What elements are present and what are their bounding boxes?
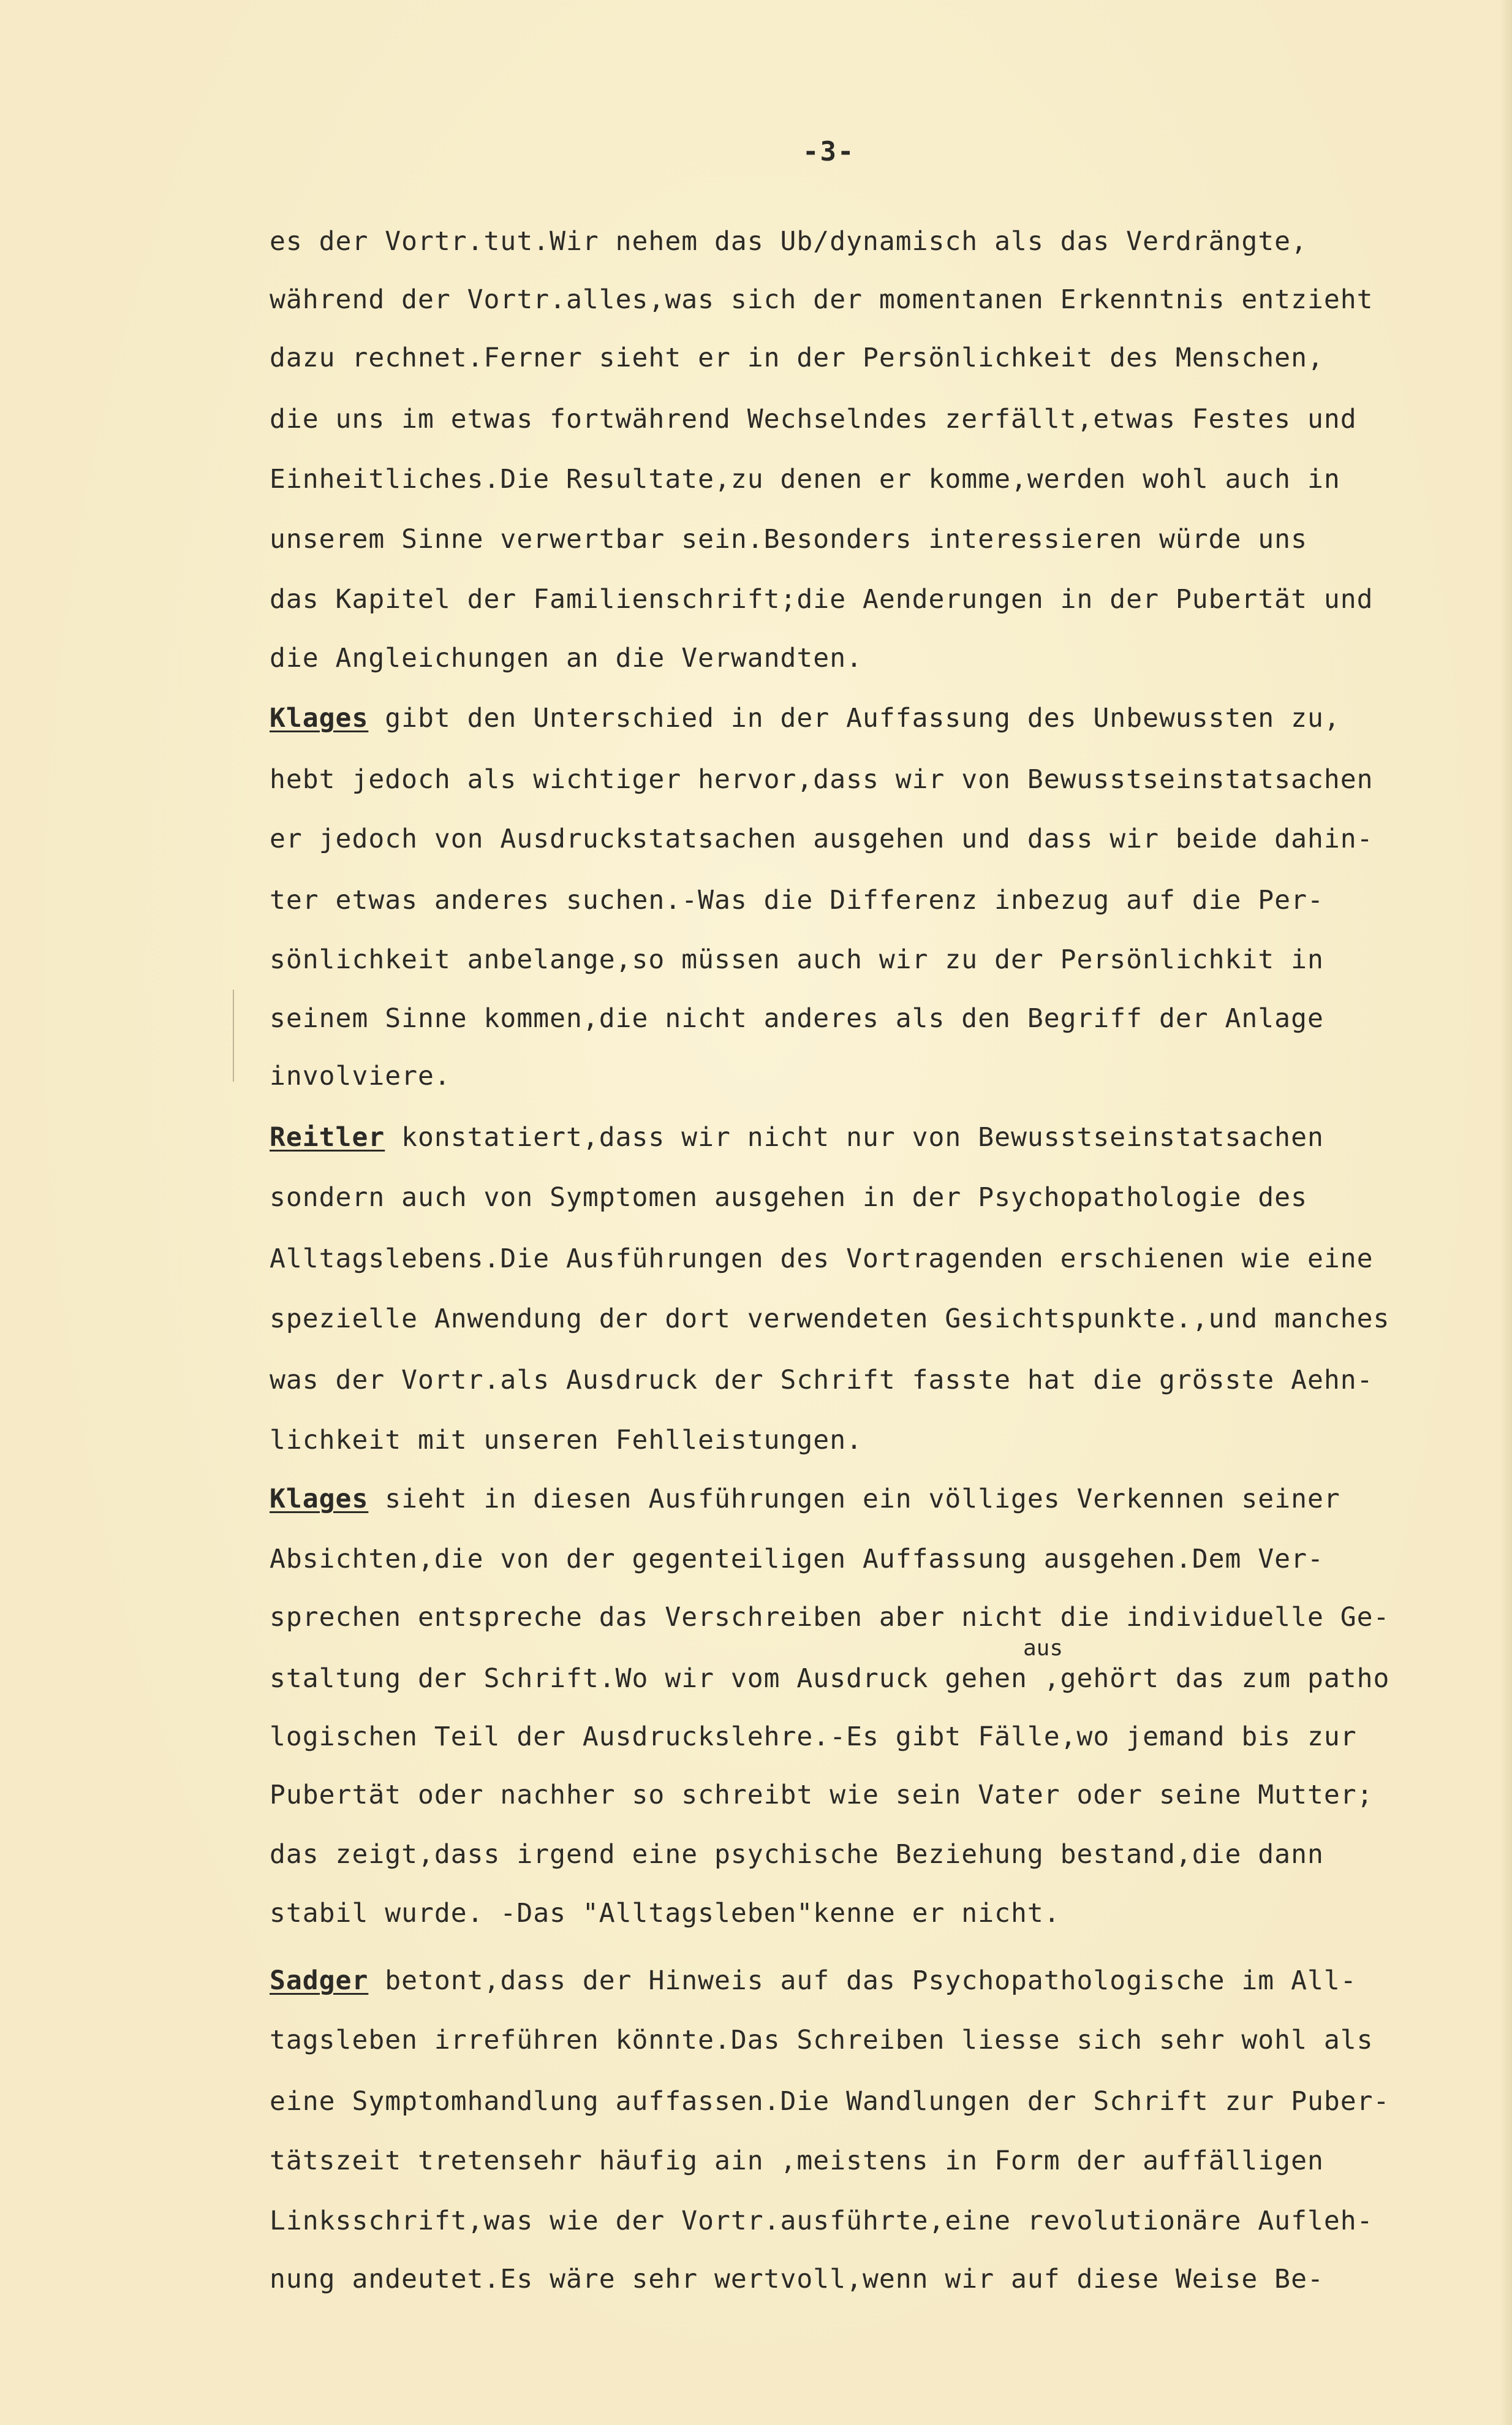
text-line: dazu rechnet.Ferner sieht er in der Persönlichkeit des Menschen,	[270, 343, 1324, 373]
text-line: staltung der Schrift.Wo wir vom Ausdruck gehen ,gehört das zum patho	[270, 1663, 1390, 1694]
text-line: sönlichkeit anbelange,so müssen auch wir zu der Persönlichkit in	[270, 944, 1324, 975]
text-line: ter etwas anderes suchen.-Was die Differenz inbezug auf die Per-	[270, 885, 1324, 916]
text-line: logischen Teil der Ausdruckslehre.-Es gibt Fälle,wo jemand bis zur	[270, 1721, 1357, 1752]
text-line: Absichten,die von der gegenteiligen Auffassung ausgehen.Dem Ver-	[270, 1544, 1324, 1574]
text-line: hebt jedoch als wichtiger hervor,dass wir von Bewusstseinstatsachen	[270, 764, 1374, 795]
margin-pencil-mark	[233, 990, 234, 1082]
text-line: Einheitliches.Die Resultate,zu denen er komme,werden wohl auch in	[270, 464, 1340, 495]
text-line: die Angleichungen an die Verwandten.	[270, 643, 863, 674]
text-line: das Kapitel der Familienschrift;die Aenderungen in der Pubertät und	[270, 584, 1374, 615]
text-line: unserem Sinne verwertbar sein.Besonders interessieren würde uns	[270, 524, 1307, 555]
text-line: seinem Sinne kommen,die nicht anderes als den Begriff der Anlage	[270, 1003, 1324, 1034]
text-line: involviere.	[270, 1061, 451, 1091]
text-line: nung andeutet.Es wäre sehr wertvoll,wenn wir auf diese Weise Be-	[270, 2264, 1324, 2294]
speaker-paragraph-start: Reitler konstatiert,dass wir nicht nur von Bewusstseinstatsachen	[270, 1122, 1324, 1153]
text-line: eine Symptomhandlung auffassen.Die Wandlungen der Schrift zur Puber-	[270, 2086, 1390, 2117]
text-line: Alltagslebens.Die Ausführungen des Vortragenden erschienen wie eine	[270, 1243, 1374, 1274]
speaker-name: Reitler	[270, 1122, 385, 1153]
text-line: tagsleben irreführen könnte.Das Schreiben liesse sich sehr wohl als	[270, 2025, 1374, 2055]
text-line: sondern auch von Symptomen ausgehen in der Psychopathologie des	[270, 1182, 1307, 1213]
text-line: Linksschrift,was wie der Vortr.ausführte,eine revolutionäre Aufleh-	[270, 2206, 1374, 2236]
speaker-paragraph-start: Klages gibt den Unterschied in der Auffassung des Unbewussten zu,	[270, 703, 1340, 734]
text-line: sprechen entspreche das Verschreiben aber nicht die individuelle Ge-	[270, 1602, 1390, 1633]
speaker-paragraph-start: Klages sieht in diesen Ausführungen ein völliges Verkennen seiner	[270, 1484, 1340, 1514]
text-line: tätszeit tretensehr häufig ain ,meistens in Form der auffälligen	[270, 2146, 1324, 2176]
speaker-name: Sadger	[270, 1965, 369, 1996]
text-line: Pubertät oder nachher so schreibt wie sein Vater oder seine Mutter;	[270, 1780, 1374, 1810]
page-edge-shadow	[1500, 0, 1512, 2425]
text-line: er jedoch von Ausdruckstatsachen ausgehen und dass wir beide dahin-	[270, 824, 1374, 854]
interlinear-insertion: aus	[1023, 1636, 1064, 1661]
speaker-name: Klages	[270, 1484, 369, 1514]
speaker-paragraph-start: Sadger betont,dass der Hinweis auf das Psychopathologische im All-	[270, 1965, 1357, 1996]
page-number: -3-	[803, 136, 855, 167]
text-line: was der Vortr.als Ausdruck der Schrift fasste hat die grösste Aehn-	[270, 1365, 1374, 1395]
text-line: stabil wurde. -Das "Alltagsleben"kenne er nicht.	[270, 1898, 1060, 1929]
text-line: spezielle Anwendung der dort verwendeten Gesichtspunkte.,und manches	[270, 1304, 1390, 1334]
text-line: die uns im etwas fortwährend Wechselndes zerfällt,etwas Festes und	[270, 404, 1357, 435]
text-line: lichkeit mit unseren Fehlleistungen.	[270, 1425, 863, 1455]
text-line: es der Vortr.tut.Wir nehem das Ub/dynamisch als das Verdrängte,	[270, 226, 1307, 257]
speaker-name: Klages	[270, 703, 369, 734]
text-line: während der Vortr.alles,was sich der momentanen Erkenntnis entzieht	[270, 284, 1374, 315]
text-line: das zeigt,dass irgend eine psychische Beziehung bestand,die dann	[270, 1839, 1324, 1870]
